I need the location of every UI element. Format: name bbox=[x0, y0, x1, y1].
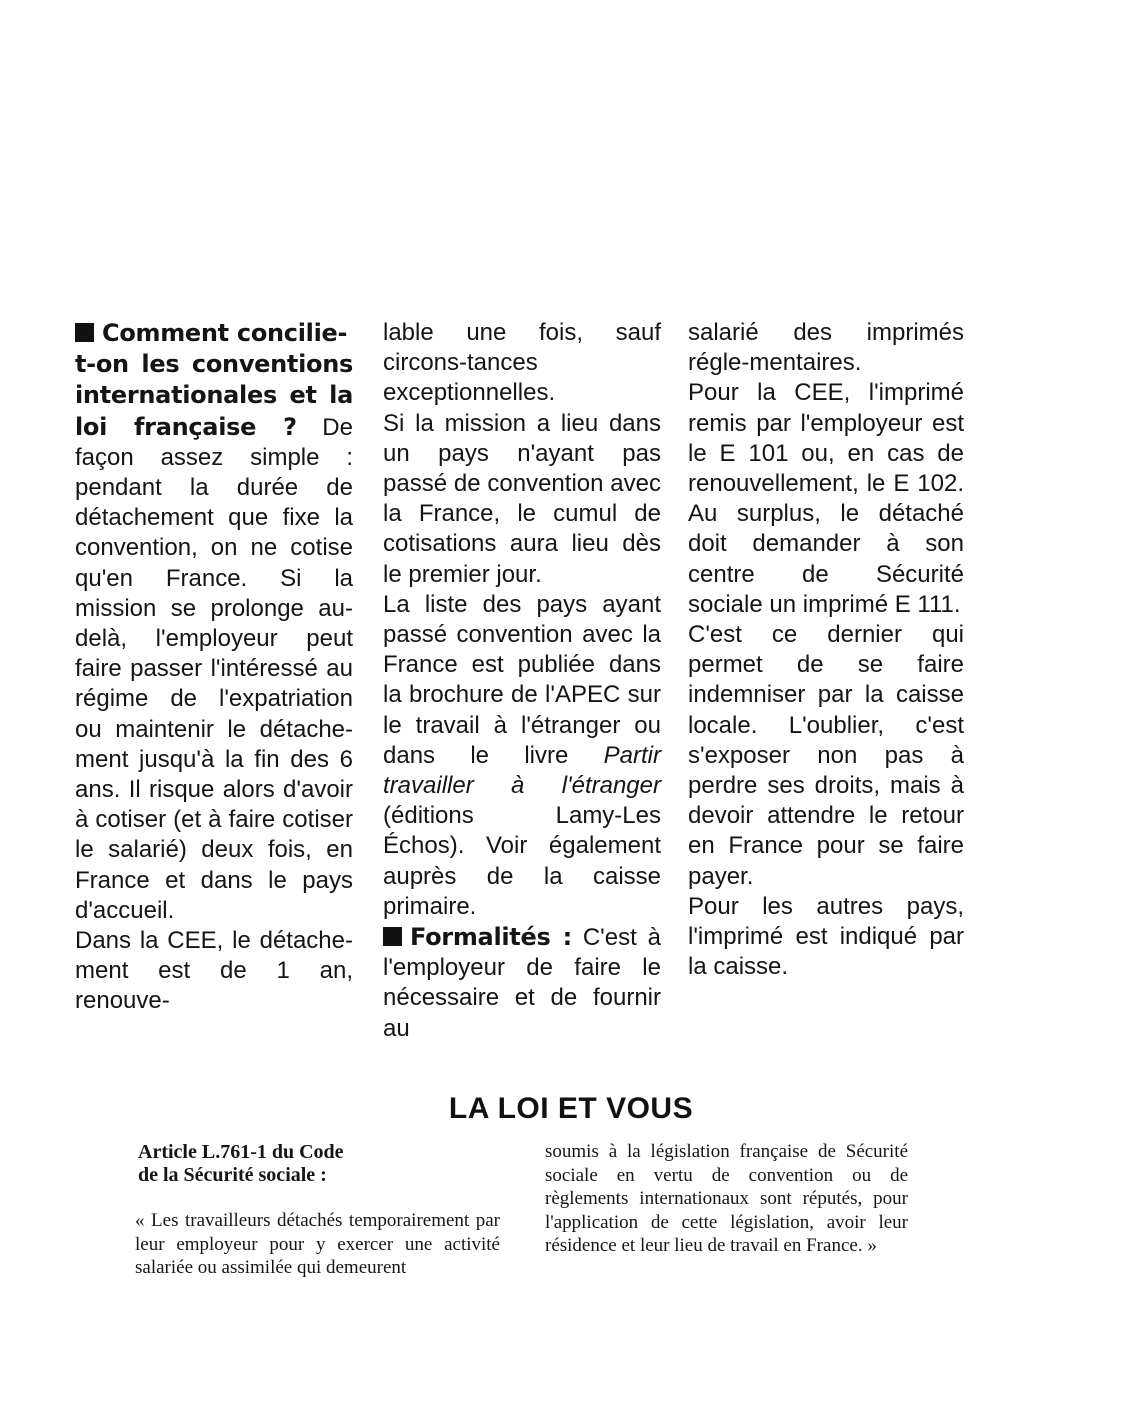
bullet-square-icon bbox=[383, 927, 402, 946]
section-1-paragraph-2-cont: lable une fois, sauf circons-tances exceptionnelles. bbox=[383, 319, 661, 407]
section-1-paragraph-2: Dans la CEE, le détache-ment est de 1 an, renouve- bbox=[75, 927, 353, 1015]
article-column-1 bbox=[75, 318, 353, 1017]
paragraph-4-text-end: (éditions Lamy-Les Échos). Voir également auprès de la caisse primaire. bbox=[383, 802, 661, 920]
law-article-reference-line-1: Article L.761-1 du Code bbox=[138, 1141, 344, 1163]
article-column-3 bbox=[688, 318, 964, 982]
section-2-paragraph-3: C'est ce dernier qui permet de se faire indemniser par la caisse locale. L'oublier, c'est s'exposer non pas à perdre ses droits, mais à devoir attendre le retour en France pour se faire payer. bbox=[688, 621, 964, 890]
book-title: Partir travailler à l'étranger bbox=[383, 741, 661, 800]
article-column-2 bbox=[383, 318, 661, 1044]
law-article-reference-line-2: de la Sécurité sociale : bbox=[138, 1164, 327, 1186]
section-1-body: De façon assez simple : pendant la durée de détachement que fixe la convention, on ne cotise qu'en France. Si la mission se prolonge au-delà, l'employeur peut faire passer l'intéressé au régime de l'expatriation ou maintenir le détache-ment jusqu'à la fin des 6 ans. Il risque alors d'avoir à cotiser (et à faire cotiser le salarié) deux fois, en France et dans le pays d'accueil. bbox=[75, 413, 353, 924]
bullet-square-icon bbox=[75, 323, 94, 342]
section-1-heading: Comment concilie- t-on les conventions internationales et la loi française ? bbox=[75, 319, 353, 441]
section-1-paragraph-4 bbox=[383, 590, 661, 922]
section-1-paragraph-3: Si la mission a lieu dans un pays n'ayant pas passé de convention avec la France, le cumul de cotisations aura lieu dès le premier jour. bbox=[383, 409, 661, 588]
section-1-paragraph-1 bbox=[75, 318, 353, 926]
law-article-reference bbox=[138, 1141, 378, 1187]
section-2-paragraph-4: Pour les autres pays, l'imprimé est indiqué par la caisse. bbox=[688, 892, 964, 981]
section-2-body: C'est à l'employeur de faire le nécessaire et de fournir au bbox=[383, 924, 661, 1042]
law-quote-part-1: « Les travailleurs détachés temporairement par leur employeur pour y exercer une activité salariée ou assimilée qui demeurent bbox=[135, 1210, 500, 1278]
section-2-heading: Formalités : bbox=[410, 923, 572, 952]
paragraph-4-text: La liste des pays ayant passé convention avec la France est publiée dans la brochure de l'APEC sur le travail à l'étranger ou dans le livre bbox=[383, 590, 661, 769]
law-section-title: LA LOI ET VOUS bbox=[448, 1092, 694, 1125]
law-quote-part-2: soumis à la législation française de Sécurité sociale en vertu de convention ou de règlements internationaux sont réputés, pour l'application de cette législation, avoir leur résidence et leur lieu de travail en France. » bbox=[545, 1141, 908, 1256]
section-2-paragraph-1 bbox=[383, 922, 661, 1044]
section-2-paragraph-1-cont: salarié des imprimés régle-mentaires. bbox=[688, 319, 964, 377]
section-2-paragraph-2: Pour la CEE, l'imprimé remis par l'employeur est le E 101 ou, en cas de renouvellement, le E 102. Au surplus, le détaché doit demander à son centre de Sécurité sociale un imprimé E 111. bbox=[688, 379, 964, 618]
